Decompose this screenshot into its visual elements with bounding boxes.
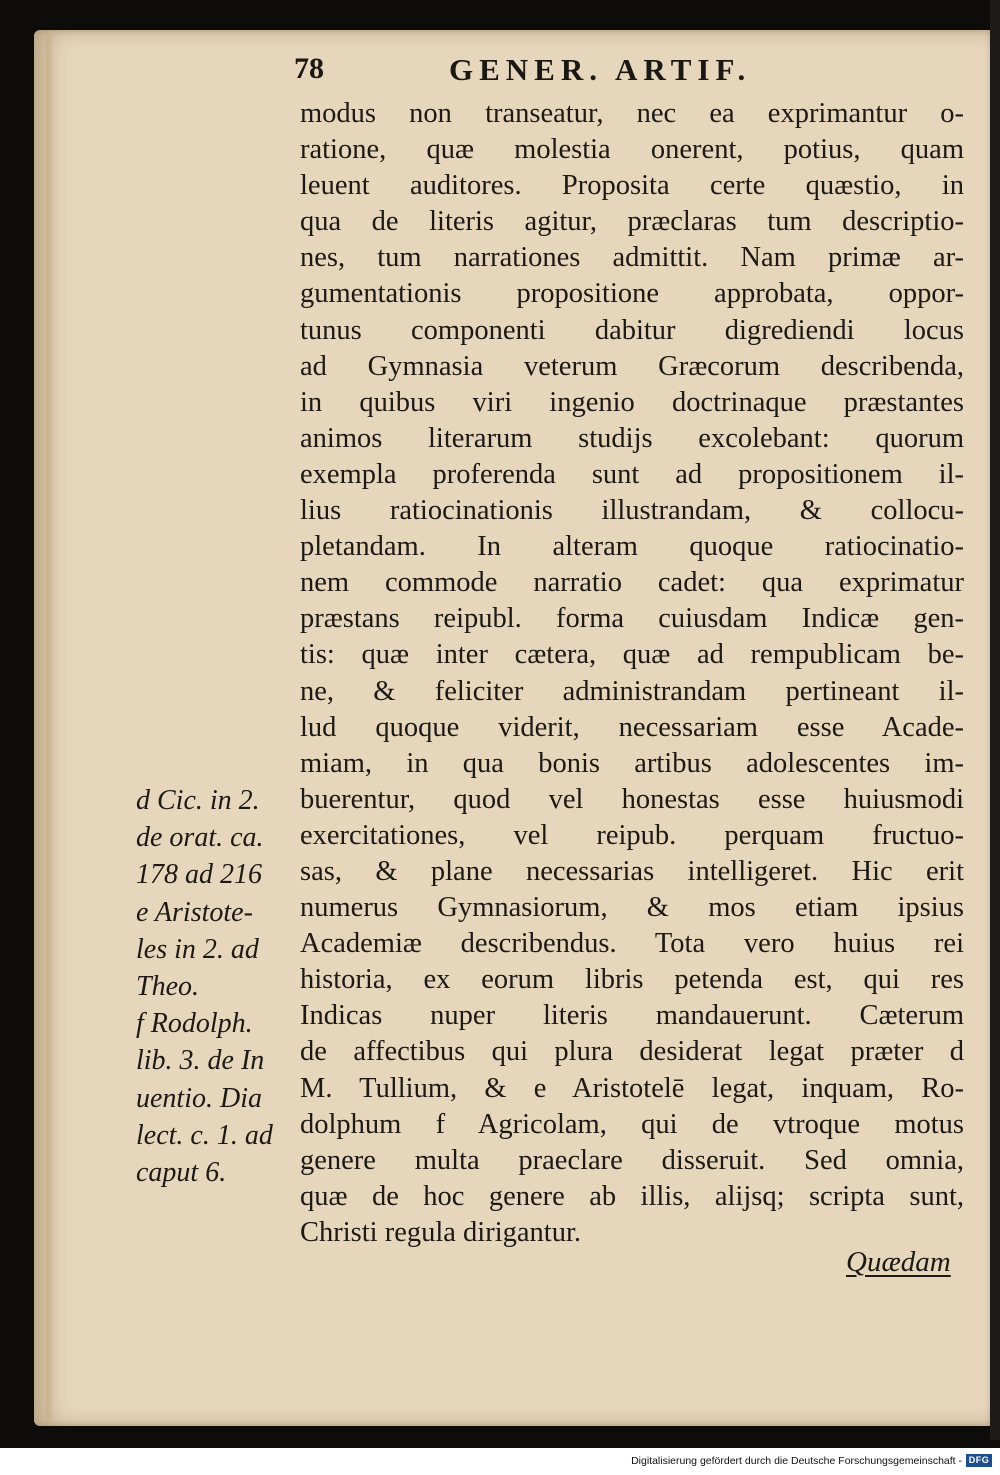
text-line: ne, & feliciter administrandam pertineant il- xyxy=(300,675,964,707)
text-line: M. Tullium, & e Aristotelē legat, inquam, Ro- xyxy=(300,1072,964,1104)
text-line: pletandam. In alteram quoque ratiocinatio- xyxy=(300,531,964,563)
margin-note-line: les in 2. ad xyxy=(136,933,259,965)
text-line: Indicas nuper literis mandauerunt. Cæterum xyxy=(300,1000,964,1032)
page-number: 78 xyxy=(294,52,324,85)
page-gutter-shadow xyxy=(46,34,54,1422)
text-line: leuent auditores. Proposita certe quæstio, in xyxy=(300,170,964,202)
main-text-block xyxy=(300,96,964,1251)
digitization-footer xyxy=(0,1448,1000,1475)
running-head xyxy=(294,52,794,92)
running-title: GENER. ARTIF. xyxy=(449,52,752,87)
margin-note-line: de orat. ca. xyxy=(136,822,264,854)
text-line: ad Gymnasia veterum Græcorum describenda, xyxy=(300,350,964,382)
text-line: nes, tum narrationes admittit. Nam primæ ar- xyxy=(300,242,964,274)
text-line: in quibus viri ingenio doctrinaque præstantes xyxy=(300,386,964,418)
text-line: qua de literis agitur, præclaras tum descriptio- xyxy=(300,206,964,238)
funding-credit: Digitalisierung gefördert durch die Deutsche Forschungsgemeinschaft - xyxy=(631,1455,962,1467)
margin-note-line: uentio. Dia xyxy=(136,1082,262,1114)
text-line: lud quoque viderit, necessariam esse Acade- xyxy=(300,711,964,743)
dfg-logo-icon: DFG xyxy=(966,1454,992,1467)
text-line-last: Christi regula dirigantur. xyxy=(300,1216,581,1248)
margin-note-line: d Cic. in 2. xyxy=(136,785,260,816)
text-line: ratione, quæ molestia onerent, potius, quam xyxy=(300,134,964,166)
text-line: historia, ex eorum libris petenda est, qui res xyxy=(300,964,964,996)
text-line: Academiæ describendus. Tota vero huius rei xyxy=(300,928,964,960)
text-line: nem commode narratio cadet: qua exprimatur xyxy=(300,567,964,599)
text-line: buerentur, quod vel honestas esse huiusmodi xyxy=(300,783,964,815)
margin-note-line: lib. 3. de In xyxy=(136,1045,265,1077)
margin-note-line: Theo. xyxy=(136,970,199,1002)
margin-note-line: lect. c. 1. ad xyxy=(136,1119,273,1151)
text-line: numerus Gymnasiorum, & mos etiam ipsius xyxy=(300,892,964,924)
text-line: animos literarum studijs excolebant: quorum xyxy=(300,422,964,454)
marginal-notes xyxy=(136,782,308,1191)
margin-note-line: caput 6. xyxy=(136,1156,227,1188)
page-right-edge xyxy=(990,0,1000,1440)
text-line: exempla proferenda sunt ad propositionem il- xyxy=(300,458,964,490)
text-line: lius ratiocinationis illustrandam, & collocu- xyxy=(300,495,964,527)
margin-note-line: 178 ad 216 xyxy=(136,859,262,891)
text-line: genere multa praeclare disseruit. Sed omnia, xyxy=(300,1144,964,1176)
text-line: exercitationes, vel reipub. perquam fructuo- xyxy=(300,819,964,851)
text-line: tunus componenti dabitur digrediendi locus xyxy=(300,314,964,346)
margin-note-line: f Rodolph. xyxy=(136,1008,253,1040)
catchword: Quædam xyxy=(846,1246,951,1278)
text-line: quæ de hoc genere ab illis, alijsq; scripta sunt, xyxy=(300,1180,964,1212)
text-line: de affectibus qui plura desiderat legat præter d xyxy=(300,1036,964,1068)
text-line: dolphum f Agricolam, qui de vtroque motus xyxy=(300,1108,964,1140)
margin-note-line: e Aristote- xyxy=(136,896,253,928)
text-line: tis: quæ inter cætera, quæ ad rempublicam be- xyxy=(300,639,964,671)
text-line: præstans reipubl. forma cuiusdam Indicæ gen- xyxy=(300,603,964,635)
text-line: sas, & plane necessarias intelligeret. Hic erit xyxy=(300,855,964,887)
text-line: gumentationis propositione approbata, oppor- xyxy=(300,278,964,310)
text-line: miam, in qua bonis artibus adolescentes im- xyxy=(300,747,964,779)
text-line: modus non transeatur, nec ea exprimantur o- xyxy=(300,98,964,129)
